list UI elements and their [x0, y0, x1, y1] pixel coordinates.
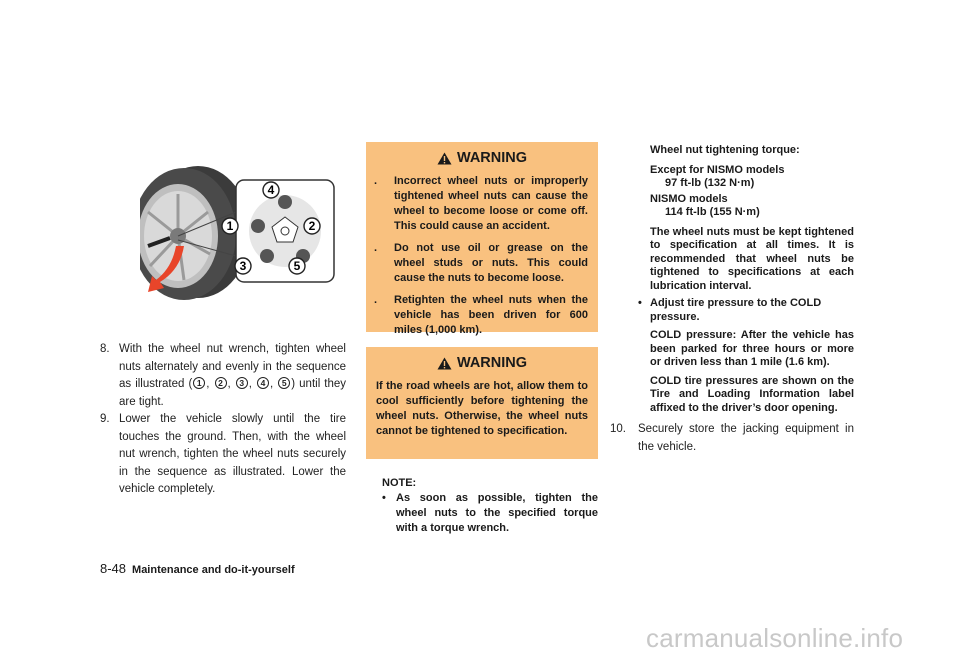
warning-title: WARNING — [456, 355, 528, 371]
torque-nismo-value: 114 ft-lb (155 N·m) — [665, 206, 760, 218]
sequence-circle-4: 4 — [257, 377, 269, 389]
svg-text:1: 1 — [226, 219, 234, 233]
warning-box-2 — [366, 347, 598, 459]
step-number: 10. — [610, 423, 626, 435]
torque-nismo-label: NISMO models — [650, 192, 728, 205]
sequence-circle-5: 5 — [278, 377, 290, 389]
sequence-circle-3: 3 — [236, 377, 248, 389]
sequence-circle-1: 1 — [193, 377, 205, 389]
right-column — [610, 144, 854, 456]
svg-text:4: 4 — [267, 183, 275, 197]
svg-text:3: 3 — [239, 259, 247, 273]
page-footer — [100, 561, 295, 576]
page-number: 8-48 — [100, 561, 127, 576]
warning-triangle-icon — [437, 357, 452, 370]
warning-title: WARNING — [456, 150, 528, 166]
warning-item: . Retighten the wheel nuts when the vehicle has been driven for 600 miles (1,000 km). — [374, 294, 588, 336]
callout-4 — [263, 182, 279, 198]
svg-text:2: 2 — [308, 219, 316, 233]
wheel-nut-sequence-illustration — [140, 142, 338, 310]
step-text: With the wheel nut wrench, tighten wheel nuts alternately and evenly in the sequence as illustrated ( 1 , 2 , 3 , 4 , 5 ) until they are tight. — [119, 343, 347, 408]
step-text: Securely store the jacking equipment in the vehicle. — [638, 423, 854, 453]
warning-list — [366, 174, 598, 338]
step-number: 9. — [100, 413, 110, 425]
note-label: NOTE: — [382, 477, 417, 489]
section-title: Maintenance and do-it-yourself — [132, 564, 295, 576]
torque-except-value: 97 ft-lb (132 N·m) — [665, 177, 755, 189]
callout-1 — [222, 218, 238, 234]
warning-header — [366, 142, 598, 174]
step-9 — [100, 411, 346, 499]
kept-tight-text: The wheel nuts must be kept tightened to specification at all times. It is recommended that wheel nuts be tightened to specifications at each lubrication interval. — [650, 225, 854, 292]
warning-triangle-icon — [437, 152, 452, 165]
warning-header — [366, 347, 598, 379]
callout-5 — [289, 258, 305, 274]
callout-3 — [235, 258, 251, 274]
note-item: • As soon as possible, tighten the wheel nuts to the specified torque with a torque wrench. — [382, 492, 598, 534]
note-block — [382, 476, 598, 536]
warning-item: . Incorrect wheel nuts or improperly tightened wheel nuts can cause the wheel to become loose or come off. This could cause an accident. — [374, 175, 588, 232]
step-number: 8. — [100, 343, 110, 355]
step-8 — [100, 341, 346, 411]
svg-text:5: 5 — [293, 259, 301, 273]
warning-box-1 — [366, 142, 598, 336]
torque-except-label: Except for NISMO models — [650, 163, 785, 176]
adjust-pressure-item: • Adjust tire pressure to the COLD pressure. — [638, 297, 822, 323]
callout-2 — [304, 218, 320, 234]
cold-pressure-definition: COLD pressure: After the vehicle has been parked for three hours or more or driven less than 1 mile (1.6 km). — [650, 329, 854, 368]
cold-pressure-label-info: COLD tire pressures are shown on the Tire and Loading Information label affixed to the driver’s door opening. — [650, 374, 854, 414]
step-10 — [610, 421, 854, 456]
torque-heading: Wheel nut tightening torque: — [650, 144, 800, 156]
warning-item: . Do not use oil or grease on the wheel studs or nuts. This could cause the nuts to become loose. — [374, 242, 588, 284]
watermark: carmanualsonline.info — [646, 623, 904, 653]
warning-text: If the road wheels are hot, allow them to cool sufficiently before tightening the wheel nuts. Otherwise, the wheel nuts cannot be tightened to specification. — [376, 380, 588, 437]
step-text: Lower the vehicle slowly until the tire touches the ground. Then, with the wheel nut wrench, tighten the wheel nuts securely in the sequence as illustrated. Lower the vehicle completely. — [119, 413, 346, 495]
sequence-circle-2: 2 — [215, 377, 227, 389]
